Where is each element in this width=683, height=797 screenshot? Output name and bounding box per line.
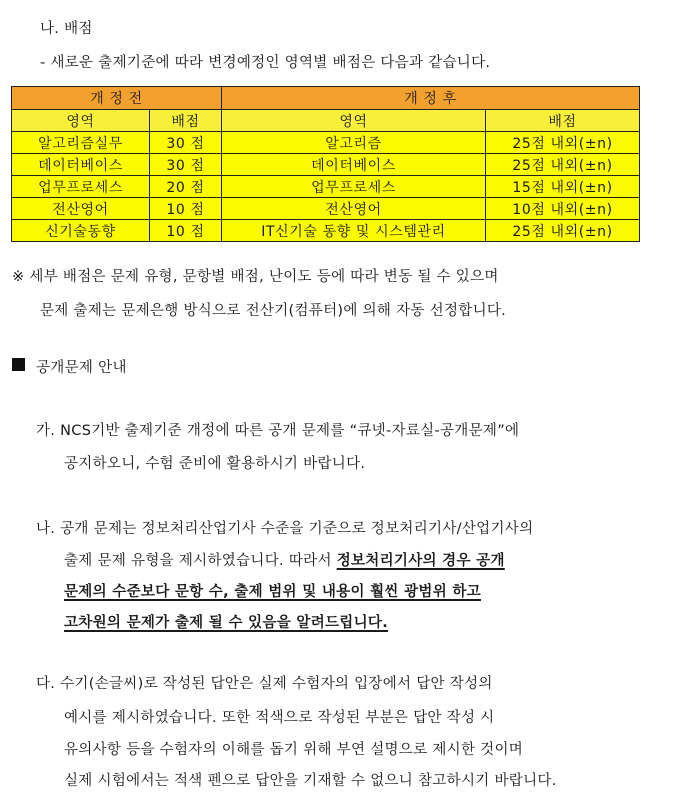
table-subheader-row	[12, 110, 640, 132]
before-area-cell: 전산영어	[12, 198, 150, 220]
before-score-cell: 10 점	[150, 198, 222, 220]
item-da-line-4: 실제 시험에서는 적색 펜으로 답안을 기재할 수 없으니 참고하시기 바랍니다.	[64, 773, 557, 789]
after-score-header: 배점	[486, 110, 640, 132]
after-score-cell: 10점 내외(±n)	[486, 198, 640, 220]
before-score-cell: 30 점	[150, 132, 222, 154]
table-row	[12, 220, 640, 242]
before-revision-header: 개 정 전	[12, 87, 222, 110]
item-na-emphasis-2: 문제의 수준보다 문항 수, 출제 범위 및 내용이 훨씬 광범위 하고	[64, 584, 481, 600]
item-na-emphasis-1: 정보처리기사의 경우 공개	[336, 553, 505, 569]
item-da-line-2: 예시를 제시하였습니다. 또한 적색으로 작성된 부분은 답안 작성 시	[64, 710, 495, 726]
table-row	[12, 132, 640, 154]
section-heading-na: 나. 배점	[40, 21, 93, 37]
after-score-cell: 15점 내외(±n)	[486, 176, 640, 198]
table-header-row	[12, 87, 640, 110]
after-area-cell: 업무프로세스	[222, 176, 486, 198]
after-area-header: 영역	[222, 110, 486, 132]
after-score-cell: 25점 내외(±n)	[486, 220, 640, 242]
footnote-line-2: 문제 출제는 문제은행 방식으로 전산기(컴퓨터)에 의해 자동 선정합니다.	[40, 303, 507, 319]
before-score-header: 배점	[150, 110, 222, 132]
before-score-cell: 20 점	[150, 176, 222, 198]
after-revision-header: 개 정 후	[222, 87, 640, 110]
item-ga-line-2: 공지하오니, 수험 준비에 활용하시기 바랍니다.	[64, 456, 366, 472]
after-area-cell: IT신기술 동향 및 시스템관리	[222, 220, 486, 242]
after-area-cell: 데이터베이스	[222, 154, 486, 176]
square-bullet-icon	[12, 358, 25, 371]
score-table	[11, 86, 640, 242]
before-score-cell: 30 점	[150, 154, 222, 176]
before-score-cell: 10 점	[150, 220, 222, 242]
after-area-cell: 전산영어	[222, 198, 486, 220]
before-area-cell: 신기술동향	[12, 220, 150, 242]
item-da-line-1: 다. 수기(손글씨)로 작성된 답안은 실제 수험자의 입장에서 답안 작성의	[36, 676, 493, 692]
table-row	[12, 176, 640, 198]
after-score-cell: 25점 내외(±n)	[486, 132, 640, 154]
item-na-line-1: 나. 공개 문제는 정보처리산업기사 수준을 기준으로 정보처리기사/산업기사의	[36, 521, 534, 537]
item-ga-line-1: 가. NCS기반 출제기준 개정에 따른 공개 문제를 “큐넷-자료실-공개문제”에	[36, 423, 520, 439]
footnote-line-1: ※ 세부 배점은 문제 유형, 문항별 배점, 난이도 등에 따라 변동 될 수 있으며	[12, 269, 499, 285]
before-area-cell: 알고리즘실무	[12, 132, 150, 154]
item-na-line-2	[64, 549, 505, 570]
before-area-cell: 데이터베이스	[12, 154, 150, 176]
item-da-line-3: 유의사항 등을 수험자의 이해를 돕기 위해 부연 설명으로 제시한 것이며	[64, 742, 524, 758]
item-na-emphasis-3: 고차원의 문제가 출제 될 수 있음을 알려드립니다.	[64, 615, 389, 631]
table-row	[12, 198, 640, 220]
before-area-header: 영역	[12, 110, 150, 132]
public-title: 공개문제 안내	[36, 360, 127, 376]
after-area-cell: 알고리즘	[222, 132, 486, 154]
item-na-line-2-text: 출제 문제 유형을 제시하였습니다. 따라서	[64, 553, 337, 569]
after-score-cell: 25점 내외(±n)	[486, 154, 640, 176]
table-row	[12, 154, 640, 176]
section-note: - 새로운 출제기준에 따라 변경예정인 영역별 배점은 다음과 같습니다.	[40, 55, 491, 71]
before-area-cell: 업무프로세스	[12, 176, 150, 198]
